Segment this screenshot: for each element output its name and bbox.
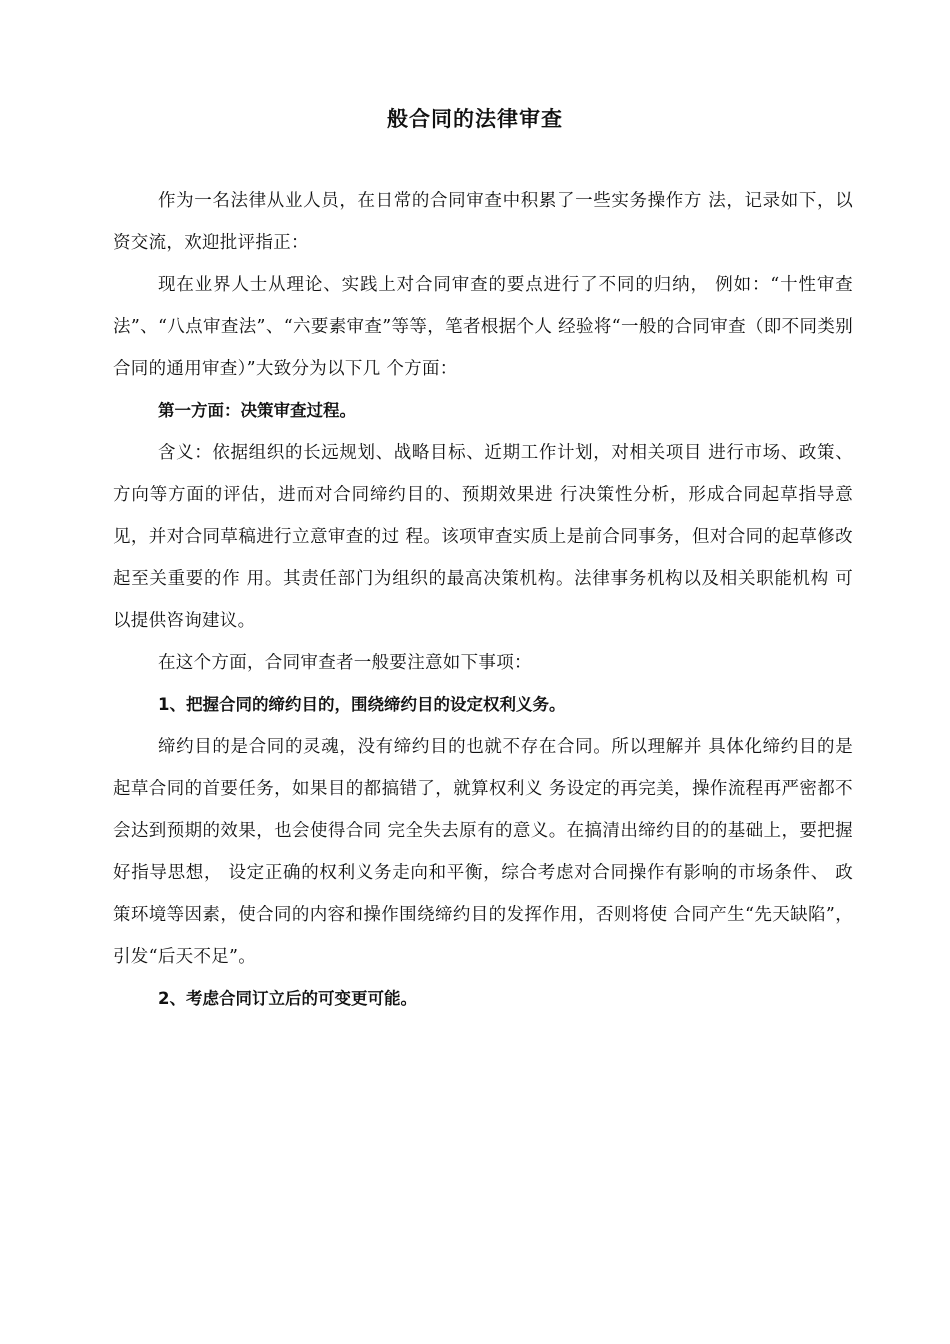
document-body [113,180,853,1020]
contract-purpose-paragraph: 缔约目的是合同的灵魂，没有缔约目的也就不存在合同。所以理解并 具体化缔约目的是起草合同的首要任务，如果目的都搞错了，就算权利义 务设定的再完美，操作流程再严密都不会达到预期的效果，也会使得合同 完全失去原有的意义。在搞清出缔约目的的基础上，要把握好指导思想， 设定正确的权利义务走向和平衡，综合考虑对合同操作有影响的市场条件、 政策环境等因素，使合同的内容和操作围绕缔约目的发挥作用，否则将使 合同产生“先天缺陷”，引发“后天不足”。 [113,737,853,967]
subheading-contract-changes: 2、考虑合同订立后的可变更可能。 [158,989,417,1008]
intro-paragraph: 作为一名法律从业人员，在日常的合同审查中积累了一些实务操作方 法，记录如下，以资交流，欢迎批评指正： [113,191,853,253]
section-heading-decision-review: 第一方面：决策审查过程。 [158,401,356,420]
notes-intro-paragraph: 在这个方面，合同审查者一般要注意如下事项： [158,653,532,673]
document-title: 般合同的法律审查 [387,107,563,131]
subheading-contract-purpose: 1、把握合同的缔约目的，围绕缔约目的设定权利义务。 [158,695,566,714]
classification-paragraph: 现在业界人士从理论、实践上对合同审查的要点进行了不同的归纳， 例如：“十性审查法”、“八点审查法”、“六要素审查”等等，笔者根据个人 经验将“一般的合同审查（即不同类别合同的通用审查）”大致分为以下几 个方面： [113,275,853,379]
definition-paragraph: 含义：依据组织的长远规划、战略目标、近期工作计划，对相关项目 进行市场、政策、方向等方面的评估，进而对合同缔约目的、预期效果进 行决策性分析，形成合同起草指导意见，并对合同草稿进行立意审查的过 程。该项审查实质上是前合同事务，但对合同的起草修改起至关重要的作 用。其责任部门为组织的最高决策机构。法律事务机构以及相关职能机构 可以提供咨询建议。 [113,443,853,631]
